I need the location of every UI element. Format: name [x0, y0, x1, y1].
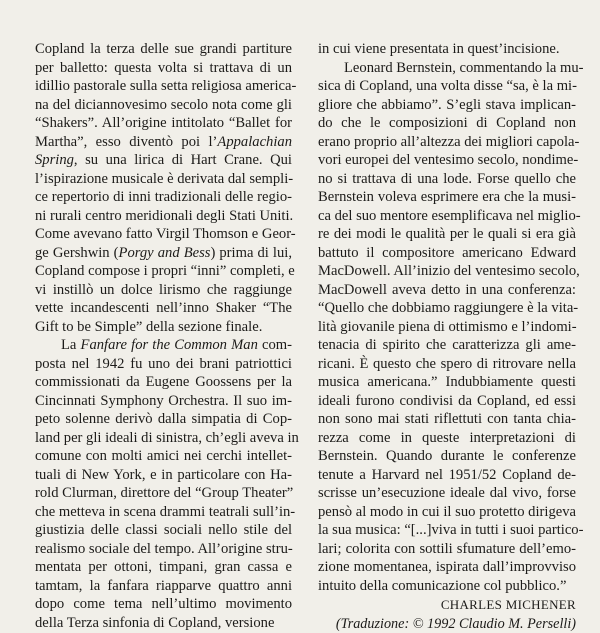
- text-line: [35, 447, 292, 466]
- text-run: tenacia di spirito che caratterizza gli ame-: [318, 337, 576, 353]
- text-line: [35, 429, 292, 448]
- text-line: [35, 170, 292, 189]
- text-line: [318, 40, 576, 59]
- text-run: comune con molti amici nei cerchi intellet-: [35, 448, 292, 464]
- text-run: ge Gershwin (: [35, 245, 119, 261]
- text-line: [35, 540, 292, 559]
- text-run: giustizia delle classi sociali nello stile del: [35, 522, 292, 538]
- text-run: tuali di New York, e in particolare con Ha-: [35, 467, 292, 483]
- text-run: “Quello che dobbiamo raggiungere è la vita-: [318, 300, 578, 316]
- text-line: [35, 40, 292, 59]
- text-line: [318, 521, 576, 540]
- text-run: Leonard Bernstein, commentando la mu-: [344, 60, 584, 76]
- text-run: dopo come tema nell’ultimo movimento: [35, 596, 292, 612]
- text-line: [35, 521, 292, 540]
- text-run: com-: [258, 337, 292, 353]
- text-line: [35, 188, 292, 207]
- text-line: [35, 558, 292, 577]
- text-line: [318, 59, 576, 78]
- text-run: intuito della comunicazione col pubblico.”: [318, 578, 566, 594]
- author-signature: CHARLES MICHENER: [318, 596, 576, 615]
- text-line: [318, 133, 576, 152]
- text-run: l’ispirazione musicale è derivata dal sempli-: [35, 171, 293, 187]
- text-run: no si trattava di una lode. Forse quello che: [318, 171, 576, 187]
- text-run: ideali furono condivisi da Copland, ed essi: [318, 393, 576, 409]
- right-column-text: [318, 40, 576, 595]
- text-run: Copland compose i propri “inni” completi, e: [35, 263, 295, 279]
- text-line: [35, 336, 292, 355]
- text-run: ca del suo mentore esemplificava nel miglio-: [318, 208, 581, 224]
- text-line: [35, 299, 292, 318]
- text-run: zione momentanea, ispirata dall’improvviso: [318, 559, 576, 575]
- text-run: Come avevano fatto Virgil Thomson e Geor-: [35, 226, 296, 242]
- text-line: [35, 410, 292, 429]
- italic-title: Porgy and Bess: [119, 245, 211, 261]
- text-run: Bernstein voleva esprimere era che la musi-: [318, 189, 576, 205]
- text-line: [318, 447, 576, 466]
- text-line: [318, 281, 576, 300]
- text-run: rold Clurman, direttore del “Group Theater”: [35, 485, 293, 501]
- text-line: [318, 244, 576, 263]
- text-line: [318, 429, 576, 448]
- italic-title: Appalachian: [217, 134, 292, 150]
- text-line: [35, 318, 292, 337]
- italic-title: Fanfare for the Common Man: [81, 337, 258, 353]
- text-run: della Terza sinfonia di Copland, versione: [35, 615, 274, 631]
- text-run: na del diciannovesimo secolo nota come gli: [35, 97, 292, 113]
- text-line: [35, 114, 292, 133]
- text-run: vette incandescenti nell’inno Shaker “The: [35, 300, 292, 316]
- text-run: la sua musica: “[...]viva in tutti i suoi partico-: [318, 522, 583, 538]
- text-line: [35, 225, 292, 244]
- text-run: ce repertorio di inni tradizionali delle regio-: [35, 189, 292, 205]
- text-line: [35, 484, 292, 503]
- text-run: sica di Copland, una volta disse “sa, è la mi-: [318, 78, 577, 94]
- text-run: tenute a Harvard nel 1951/52 Copland de-: [318, 467, 576, 483]
- text-run: Copland la terza delle sue grandi partiture: [35, 41, 292, 57]
- text-line: [35, 244, 292, 263]
- text-run: Martha”, esso diventò poi l’: [35, 134, 217, 150]
- left-column: [35, 40, 292, 632]
- text-line: [35, 207, 292, 226]
- text-run: ni rurali centro meridionali degli Stati Uniti.: [35, 208, 293, 224]
- text-run: posta nel 1942 fu uno dei brani patriottici: [35, 356, 292, 372]
- text-line: [318, 466, 576, 485]
- text-run: tamtam, la fanfara riapparve quattro anni: [35, 578, 292, 594]
- text-line: [318, 484, 576, 503]
- text-run: MacDowell. All’inizio del ventesimo secolo,: [318, 263, 580, 279]
- text-run: vori europei del ventesimo secolo, nondime-: [318, 152, 578, 168]
- text-run: , su una lirica di Hart Crane. Qui: [74, 152, 292, 168]
- text-run: re dei modi le qualità per le quali si era già: [318, 226, 576, 242]
- translation-credit: (Traduzione: © 1992 Claudio M. Perselli): [318, 615, 576, 633]
- text-run: rezza come in queste interpretazioni di: [318, 430, 576, 446]
- text-line: [35, 59, 292, 78]
- text-run: che metteva in scena drammi teatrali sull’in-: [35, 504, 295, 520]
- text-line: [318, 188, 576, 207]
- text-run: “Shakers”. All’origine intitolato “Ballet for: [35, 115, 292, 131]
- text-line: [318, 373, 576, 392]
- text-run: do che le composizioni di Copland non: [318, 115, 576, 131]
- text-line: [318, 392, 576, 411]
- text-run: ricani. È questo che spero di ritrovare nella: [318, 356, 576, 372]
- text-line: [318, 225, 576, 244]
- text-line: [318, 299, 576, 318]
- text-line: [318, 410, 576, 429]
- text-line: [318, 503, 576, 522]
- text-run: MacDowell aveva detto in una conferenza:: [318, 282, 576, 298]
- text-line: [318, 336, 576, 355]
- text-run: Cincinnati Symphony Orchestra. Il suo im-: [35, 393, 292, 409]
- text-run: musica americana.” Indubbiamente questi: [318, 374, 576, 390]
- text-line: [35, 151, 292, 170]
- text-line: [35, 373, 292, 392]
- text-run: land per gli ideali di sinistra, ch’egli aveva in: [35, 430, 299, 446]
- text-line: [318, 151, 576, 170]
- text-run: commissionati da Eugene Goossens per la: [35, 374, 292, 390]
- text-run: lari; colorita con sottili sfumature dell’emo-: [318, 541, 576, 557]
- text-run: peto solenne derivò dalla simpatia di Cop-: [35, 411, 292, 427]
- text-run: lità giovanile piena di ottimismo e l’indomi-: [318, 319, 577, 335]
- text-run: vi instillò un dolce lirismo che raggiunge: [35, 282, 292, 298]
- text-run: non sono mai stati riflettuti con tanta chia-: [318, 411, 576, 427]
- text-line: [35, 577, 292, 596]
- text-run: in cui viene presentata in quest’incisione.: [318, 41, 560, 57]
- text-line: [318, 207, 576, 226]
- text-run: mentata per ottoni, timpani, gran cassa e: [35, 559, 292, 575]
- text-run: pensò al modo in cui il suo protetto dirigeva: [318, 504, 576, 520]
- text-run: realismo sociale del tempo. All’origine stru-: [35, 541, 293, 557]
- text-line: [318, 318, 576, 337]
- text-run: La: [61, 337, 81, 353]
- text-line: [318, 77, 576, 96]
- text-line: [35, 466, 292, 485]
- text-line: [318, 114, 576, 133]
- text-line: [318, 96, 576, 115]
- text-run: scrisse un’esecuzione ideale dal vivo, forse: [318, 485, 576, 501]
- text-line: [35, 503, 292, 522]
- text-line: [35, 96, 292, 115]
- text-run: idillio pastorale sulla setta religiosa america-: [35, 78, 296, 94]
- text-line: [318, 170, 576, 189]
- text-line: [35, 355, 292, 374]
- text-line: [318, 540, 576, 559]
- text-line: [318, 577, 576, 596]
- text-line: [35, 392, 292, 411]
- text-run: Bernstein. Quando durante le conferenze: [318, 448, 576, 464]
- text-run: erano proprio all’altezza dei migliori capola-: [318, 134, 579, 150]
- text-line: [35, 262, 292, 281]
- text-run: ) prima di lui,: [210, 245, 292, 261]
- text-line: [35, 614, 292, 633]
- text-run: gliore che abbiamo”. S’egli stava implican-: [318, 97, 576, 113]
- text-run: battuto il compositore americano Edward: [318, 245, 576, 261]
- text-line: [35, 133, 292, 152]
- text-line: [35, 281, 292, 300]
- right-column: [318, 40, 576, 633]
- text-run: Gift to be Simple” della sezione finale.: [35, 319, 262, 335]
- text-line: [318, 262, 576, 281]
- text-line: [35, 77, 292, 96]
- italic-title: Spring: [35, 152, 74, 168]
- text-line: [318, 558, 576, 577]
- text-run: per balletto: questa volta si trattava di un: [35, 60, 292, 76]
- text-line: [318, 355, 576, 374]
